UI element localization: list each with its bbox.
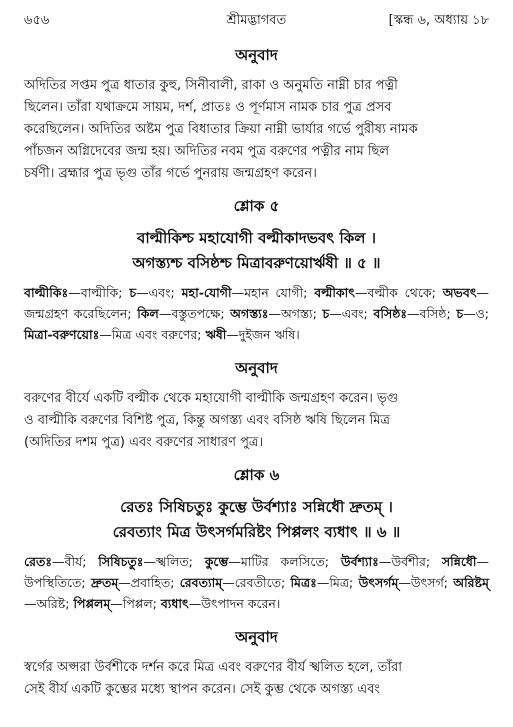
book-title: শ্রীমদ্ভাগবত xyxy=(226,12,287,28)
synonym-term: সিষিচতুঃ xyxy=(98,554,144,569)
synonym-term: সন্নিধৌ xyxy=(441,554,477,569)
synonym-term: কিল xyxy=(137,306,159,321)
text-line: চর্ষণী। ব্রহ্মার পুত্র ভৃগু তাঁর গর্ভে পুনরায় জন্মগ্রহণ করেন। xyxy=(24,166,317,181)
synonym-meaning: —অরিষ্ট; xyxy=(24,596,74,611)
synonym-term: অভবৎ xyxy=(442,285,477,300)
page-number: ৬৫৬ xyxy=(24,12,50,28)
synonym-meaning: —এবং; xyxy=(136,285,182,300)
text-line: (অদিতির দশম পুত্র) এবং বরুণের সাধারণ পুত্র। xyxy=(24,435,264,450)
synonym-meaning: —মিত্র; xyxy=(316,575,359,590)
translation-paragraph xyxy=(24,75,489,185)
page-header xyxy=(24,10,489,32)
synonym-meaning: —প্রবাহিত; xyxy=(118,575,180,590)
synonym-term: ঋষী xyxy=(205,327,227,342)
synonym-term: ব্যধাৎ xyxy=(160,596,189,611)
verse-heading: শ্লোক ৬ xyxy=(233,466,280,484)
chapter-reference: [স্কন্ধ ৬, অধ্যায় ১৮ xyxy=(388,12,489,28)
synonym-meaning: —জন্মগ্রহণ করেছিলেন; xyxy=(24,285,489,321)
synonym-term: বসিষ্ঠঃ xyxy=(373,306,408,321)
synonym-term: চ xyxy=(456,306,464,321)
synonym-meaning: —পিপ্পল; xyxy=(110,596,161,611)
verse-line: রেবত্যাং মিত্র উৎসর্গমরিষ্টং পিপ্পলং ব্যধাৎ ॥ ৬ ॥ xyxy=(112,523,401,541)
synonym-term: চ xyxy=(129,285,137,300)
synonym-meaning: —ও; xyxy=(463,306,489,321)
synonym-meaning: —মাটির কলসিতে; xyxy=(228,554,341,569)
synonym-term: চ xyxy=(322,306,330,321)
synonym-meaning: —বল্মীক থেকে; xyxy=(354,285,443,300)
synonym-meaning: —স্খলিত; xyxy=(143,554,205,569)
synonym-term: দ্রুতম্ xyxy=(90,575,119,590)
translation-heading: অনুবাদ xyxy=(235,628,278,646)
synonym-term: মিত্রঃ xyxy=(290,575,317,590)
synonyms xyxy=(24,282,489,345)
verse-heading: শ্লোক ৫ xyxy=(233,197,280,215)
synonym-meaning: —রেবতীতে; xyxy=(222,575,291,590)
synonym-meaning: —বসিষ্ঠ; xyxy=(407,306,457,321)
translation-paragraph xyxy=(24,388,489,454)
text-line: করেছিলেন। অদিতির অষ্টম পুত্র বিধাতার ক্রিয়া নাম্নী ভার্যার গর্ভে পুরীষ্য নামক xyxy=(24,122,418,137)
verse-line: অগস্ত্যশ্চ বসিষ্ঠশ্চ মিত্রাবরুণয়োর্ঋষী ॥ ৫ ॥ xyxy=(132,254,381,272)
translation-paragraph xyxy=(24,657,489,701)
synonym-term: মহা-যোগী xyxy=(181,285,232,300)
synonym-meaning: —বাল্মীকি; xyxy=(68,285,130,300)
synonym-term: মিত্রা-বরুণয়োঃ xyxy=(24,327,100,342)
synonym-term: উর্বশ্যাঃ xyxy=(340,554,379,569)
text-line: পাঁচজন অগ্নিদেবের জন্ম হয়। অদিতির নবম পুত্র বরুণের পত্নীর নাম ছিল xyxy=(24,144,390,159)
text-line: স্বর্গের অপ্সরা উর্বশীকে দর্শন করে মিত্র এবং বরুণের বীর্য স্খলিত হলে, তাঁরা xyxy=(24,660,403,675)
synonym-meaning: —অগস্ত্য; xyxy=(268,306,323,321)
synonyms xyxy=(24,551,489,614)
text-line: ও বাল্মীকি বরুণের বিশিষ্ট পুত্র, কিন্তু অগস্ত্য এবং বসিষ্ঠ ঋষি ছিলেন মিত্র xyxy=(24,413,390,428)
synonym-meaning: —উর্বশীর; xyxy=(378,554,442,569)
verse-line: বাল্মীকিশ্চ মহাযোগী বল্মীকাদভবৎ কিল । xyxy=(136,229,377,247)
text-line: ছিলেন। তাঁরা যথাক্রমে সায়ম, দর্শ, প্রাতঃ ও পূর্ণমাস নামক চার পুত্র প্রসব xyxy=(24,100,392,115)
synonym-term: কুম্ভে xyxy=(204,554,229,569)
synonym-term: বাল্মীকিঃ xyxy=(24,285,69,300)
synonym-meaning: —মিত্র এবং বরুণের; xyxy=(99,327,206,342)
synonym-term: বল্মীকাৎ xyxy=(314,285,355,300)
synonym-meaning: —দুইজন ঋষি। xyxy=(226,327,300,342)
text-line: সেই বীর্য একটি কুম্ভের মধ্যে স্থাপন করেন। সেই কুম্ভ থেকে অগস্ত্য এবং xyxy=(24,682,381,697)
synonym-meaning: —উৎসর্গ; xyxy=(398,575,454,590)
translation-heading: অনুবাদ xyxy=(235,359,278,377)
synonym-meaning: —উপস্থিতিতে; xyxy=(24,554,489,590)
synonym-meaning: —এবং; xyxy=(329,306,374,321)
text-line: বরুণের বীর্যে একটি বল্মীক থেকে মহাযোগী বাল্মীকি জন্মগ্রহণ করেন। ভৃগু xyxy=(24,391,399,406)
synonym-term: রেতঃ xyxy=(24,554,52,569)
synonym-term: রেবত্যাম্ xyxy=(179,575,223,590)
synonym-meaning: —উৎপাদন করেন। xyxy=(188,596,281,611)
verse-line: রেতঃ সিষিচতুঃ কুম্ভে উর্বশ্যাঃ সন্নিধৌ দ্রুতম্ । xyxy=(120,498,393,516)
synonym-meaning: —মহান যোগী; xyxy=(231,285,315,300)
synonym-term: অগস্ত্যঃ xyxy=(230,306,269,321)
synonym-term: অরিষ্টম্ xyxy=(453,575,489,590)
synonym-term: পিপ্পলম্ xyxy=(73,596,111,611)
synonym-term: উৎসর্গম্ xyxy=(358,575,399,590)
synonym-meaning: —বীর্য; xyxy=(52,554,99,569)
translation-heading: অনুবাদ xyxy=(235,46,278,64)
synonym-meaning: —বস্তুতপক্ষে; xyxy=(158,306,231,321)
text-line: অদিতির সপ্তম পুত্র ধাতার কুহু, সিনীবালী, রাকা ও অনুমতি নাম্নী চার পত্নী xyxy=(24,78,398,93)
